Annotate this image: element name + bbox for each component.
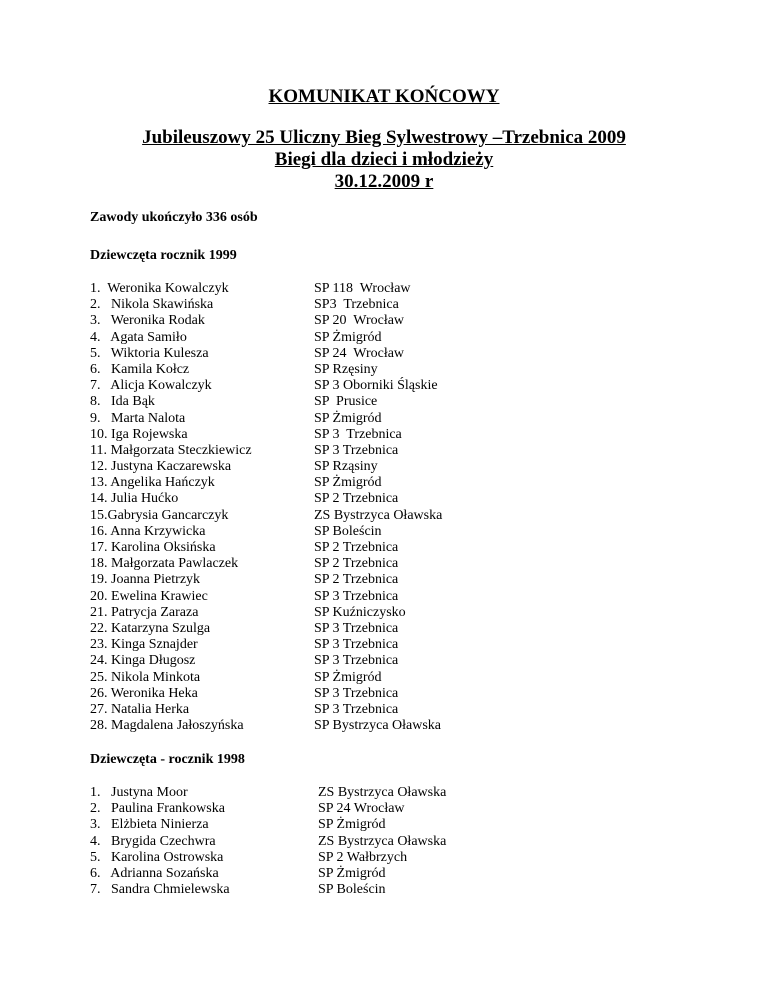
runner-school: SP Żmigród <box>314 329 382 345</box>
runner-school: ZS Bystrzyca Oławska <box>318 833 447 849</box>
runner-school: SP Żmigród <box>314 410 382 426</box>
runner-school: ZS Bystrzyca Oławska <box>314 507 443 523</box>
runner-school: SP 118 Wrocław <box>314 281 411 296</box>
runner-school: SP 24 Wrocław <box>314 345 405 361</box>
runner-name: 2. Nikola Skawińska <box>90 297 214 313</box>
runner-name: 16. Anna Krzywicka <box>90 523 206 539</box>
runner-name: 7. Alicja Kowalczyk <box>90 378 212 394</box>
runner-name: 5. Karolina Ostrowska <box>90 849 224 865</box>
result-row <box>90 621 690 637</box>
event-date: 30.12.2009 r <box>334 171 434 192</box>
runner-school: SP 3 Trzebnica <box>314 701 399 717</box>
runner-name: 2. Paulina Frankowska <box>90 801 225 817</box>
result-row <box>90 702 690 718</box>
runner-school: SP Prusice <box>314 394 378 410</box>
runner-school: SP 3 Trzebnica <box>314 442 399 458</box>
result-row <box>90 801 690 817</box>
finishers-summary: Zawody ukończyło 336 osób <box>90 210 258 225</box>
result-row <box>90 785 690 801</box>
result-row <box>90 524 690 540</box>
runner-school: SP 3 Oborniki Śląskie <box>314 378 438 394</box>
section-heading-1998: Dziewczęta - rocznik 1998 <box>90 752 245 767</box>
runner-school: SP Kuźniczysko <box>314 604 406 620</box>
runner-school: SP 3 Trzebnica <box>314 588 399 604</box>
result-row <box>90 330 690 346</box>
result-row <box>90 281 690 297</box>
results-list-1998 <box>90 785 690 898</box>
runner-school: SP 3 Trzebnica <box>314 426 402 442</box>
runner-school: SP 2 Wałbrzych <box>318 849 408 865</box>
result-row <box>90 653 690 669</box>
runner-school: SP Boleścin <box>318 882 386 898</box>
runner-school: SP Żmigród <box>314 669 382 685</box>
runner-name: 15.Gabrysia Gancarczyk <box>90 507 229 523</box>
result-row <box>90 540 690 556</box>
event-name: Jubileuszowy 25 Uliczny Bieg Sylwestrowy –Trzebnica 2009 <box>142 127 626 148</box>
runner-school: SP Boleścin <box>314 523 382 539</box>
runner-name: 26. Weronika Heka <box>90 685 198 701</box>
runner-school: SP Bystrzyca Oławska <box>314 718 442 734</box>
runner-name: 21. Patrycja Zaraza <box>90 604 199 620</box>
result-row <box>90 637 690 653</box>
result-row <box>90 459 690 475</box>
runner-school: SP 3 Trzebnica <box>314 653 399 669</box>
result-row <box>90 605 690 621</box>
result-row <box>90 866 690 882</box>
runner-name: 17. Karolina Oksińska <box>90 540 216 555</box>
result-row <box>90 686 690 702</box>
runner-name: 1. Weronika Kowalczyk <box>90 281 229 296</box>
runner-school: SP 2 Trzebnica <box>314 556 399 572</box>
runner-name: 27. Natalia Herka <box>90 701 190 717</box>
result-row <box>90 589 690 605</box>
result-row <box>90 556 690 572</box>
runner-school: SP 2 Trzebnica <box>314 540 399 555</box>
runner-school: SP 3 Trzebnica <box>314 685 399 701</box>
runner-school: SP 2 Trzebnica <box>314 572 399 588</box>
runner-name: 18. Małgorzata Pawlaczek <box>90 556 239 572</box>
result-row <box>90 297 690 313</box>
runner-name: 9. Marta Nalota <box>90 410 186 426</box>
runner-school: SP 20 Wrocław <box>314 313 405 329</box>
runner-name: 5. Wiktoria Kulesza <box>90 345 209 361</box>
result-row <box>90 362 690 378</box>
runner-name: 6. Adrianna Sozańska <box>90 865 219 881</box>
result-row <box>90 670 690 686</box>
result-row <box>90 313 690 329</box>
runner-school: SP 2 Trzebnica <box>314 491 399 507</box>
result-row <box>90 834 690 850</box>
runner-name: 6. Kamila Kołcz <box>90 361 190 377</box>
runner-school: SP 3 Trzebnica <box>314 637 399 653</box>
runner-name: 7. Sandra Chmielewska <box>90 882 230 898</box>
runner-name: 24. Kinga Długosz <box>90 653 196 669</box>
result-row <box>90 411 690 427</box>
runner-name: 20. Ewelina Krawiec <box>90 588 208 604</box>
runner-school: SP 3 Trzebnica <box>314 620 399 636</box>
event-subtitle: Biegi dla dzieci i młodzieży <box>274 149 494 170</box>
result-row <box>90 443 690 459</box>
runner-name: 4. Brygida Czechwra <box>90 833 216 849</box>
runner-school: SP3 Trzebnica <box>314 297 399 313</box>
runner-school: SP Rząsiny <box>314 459 378 475</box>
result-row <box>90 378 690 394</box>
runner-school: SP Rzęsiny <box>314 361 378 377</box>
runner-name: 8. Ida Bąk <box>90 394 155 410</box>
result-row <box>90 718 690 734</box>
result-row <box>90 346 690 362</box>
runner-school: SP Żmigród <box>318 817 386 833</box>
result-row <box>90 475 690 491</box>
document-title: KOMUNIKAT KOŃCOWY <box>268 86 500 107</box>
runner-name: 4. Agata Samiło <box>90 329 187 345</box>
runner-name: 1. Justyna Moor <box>90 785 188 800</box>
result-row <box>90 427 690 443</box>
result-row <box>90 882 690 898</box>
result-row <box>90 491 690 507</box>
results-list-1999 <box>90 281 690 734</box>
runner-name: 22. Katarzyna Szulga <box>90 620 211 636</box>
result-row <box>90 572 690 588</box>
runner-name: 23. Kinga Sznajder <box>90 637 198 653</box>
runner-name: 13. Angelika Hańczyk <box>90 475 215 491</box>
runner-school: SP Żmigród <box>318 865 386 881</box>
section-heading-1999: Dziewczęta rocznik 1999 <box>90 248 237 263</box>
result-row <box>90 394 690 410</box>
runner-name: 14. Julia Hućko <box>90 491 179 507</box>
runner-name: 3. Weronika Rodak <box>90 313 205 329</box>
runner-name: 3. Elżbieta Ninierza <box>90 817 209 833</box>
runner-name: 19. Joanna Pietrzyk <box>90 572 201 588</box>
runner-school: SP Żmigród <box>314 475 382 491</box>
result-row <box>90 817 690 833</box>
runner-name: 12. Justyna Kaczarewska <box>90 459 232 475</box>
result-row <box>90 850 690 866</box>
runner-name: 11. Małgorzata Steczkiewicz <box>90 442 252 458</box>
runner-name: 10. Iga Rojewska <box>90 426 188 442</box>
runner-school: ZS Bystrzyca Oławska <box>318 785 447 800</box>
runner-name: 25. Nikola Minkota <box>90 669 201 685</box>
runner-school: SP 24 Wrocław <box>318 801 405 817</box>
result-row <box>90 508 690 524</box>
runner-name: 28. Magdalena Jałoszyńska <box>90 718 244 734</box>
